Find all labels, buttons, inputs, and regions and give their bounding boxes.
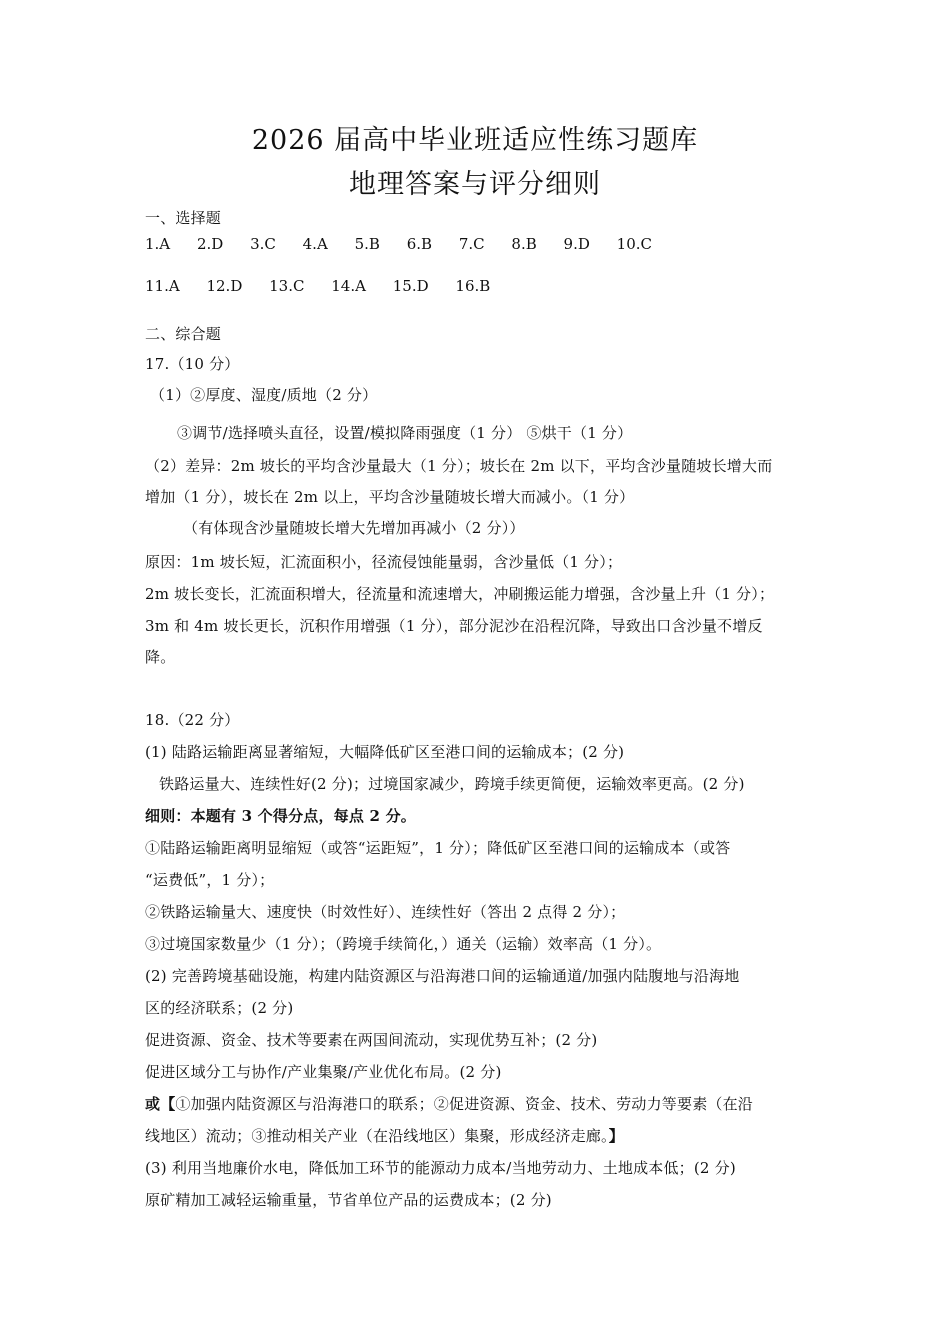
q18-part2-line2: 区的经济联系；(2 分) xyxy=(145,999,294,1017)
q17-part2-line1: （2）差异：2m 坡长的平均含沙量最大（1 分）；坡长在 2m 以下，平均含沙量随坡长增大而 xyxy=(145,457,773,475)
q18-part2-line4: 促进区域分工与协作/产业集聚/产业优化布局。(2 分) xyxy=(145,1063,502,1081)
answer-14: 14.A xyxy=(331,277,366,295)
q18-part2-line3: 促进资源、资金、技术等要素在两国间流动，实现优势互补；(2 分) xyxy=(145,1031,598,1049)
document-title: 2026 届高中毕业班适应性练习题库 xyxy=(251,125,699,156)
answer-8: 8.B xyxy=(511,235,537,253)
q18-detail-line4: ③过境国家数量少（1 分）；（跨境手续简化，）通关（运输）效率高（1 分）。 xyxy=(145,935,662,953)
answer-4: 4.A xyxy=(302,235,328,253)
q18-detail-line3: ②铁路运输量大、速度快（时效性好）、连续性好（答出 2 点得 2 分）； xyxy=(145,903,626,921)
q18-alternative-text1: ①加强内陆资源区与沿海港口的联系；②促进资源、资金、技术、劳动力等要素（在沿 xyxy=(175,1095,754,1113)
q17-part1-line2: ③调节/选择喷头直径，设置/模拟降雨强度（1 分） ⑤烘干（1 分） xyxy=(177,424,633,442)
q17-reason-line4: 降。 xyxy=(145,648,176,666)
section-heading-comprehensive: 二、综合题 xyxy=(145,325,222,343)
q18-part1-line1: (1) 陆路运输距离显著缩短，大幅降低矿区至港口间的运输成本；(2 分) xyxy=(145,743,625,761)
answer-6: 6.B xyxy=(406,235,433,253)
q17-part2-line2: 增加（1 分），坡长在 2m 以上，平均含沙量随坡长增大而减小。（1 分） xyxy=(145,488,635,506)
document-subtitle: 地理答案与评分细则 xyxy=(349,169,601,200)
answer-2: 2.D xyxy=(196,235,224,253)
answer-11: 11.A xyxy=(145,277,180,295)
q18-alternative-prefix: 或【 xyxy=(145,1095,176,1113)
q17-reason-line3: 3m 和 4m 坡长更长，沉积作用增强（1 分），部分泥沙在沿程沉降，导致出口含沙量不增反 xyxy=(145,617,763,635)
q18-alternative-line2 xyxy=(145,1126,624,1146)
q18-part3-line1: (3) 利用当地廉价水电，降低加工环节的能源动力成本/当地劳动力、土地成本低；(2 分) xyxy=(145,1159,736,1177)
q17-reason-line2: 2m 坡长变长，汇流面积增大，径流量和流速增大，冲刷搬运能力增强，含沙量上升（1 分）； xyxy=(145,585,775,603)
q18-alternative-suffix: 】 xyxy=(608,1127,624,1145)
answer-10: 10.C xyxy=(616,235,652,253)
answer-13: 13.C xyxy=(269,277,305,295)
choice-answers-row-2 xyxy=(145,276,512,296)
q17-header: 17.（10 分） xyxy=(145,355,240,373)
answer-16: 16.B xyxy=(455,277,491,295)
q18-detail-line1: ①陆路运输距离明显缩短（或答“运距短”，1 分）；降低矿区至港口间的运输成本（或答 xyxy=(145,839,731,857)
q18-header: 18.（22 分） xyxy=(145,711,240,729)
answer-7: 7.C xyxy=(458,235,485,253)
answer-15: 15.D xyxy=(392,277,429,295)
q17-reason-line1: 原因：1m 坡长短，汇流面积小，径流侵蚀能量弱，含沙量低（1 分）； xyxy=(145,553,623,571)
answer-1: 1.A xyxy=(145,235,171,253)
q17-part1-line1: （1）②厚度、湿度/质地（2 分） xyxy=(150,386,378,404)
q18-scoring-rule: 细则：本题有 3 个得分点，每点 2 分。 xyxy=(145,807,416,825)
answer-12: 12.D xyxy=(206,277,243,295)
q18-part3-line2: 原矿精加工减轻运输重量，节省单位产品的运费成本；(2 分) xyxy=(145,1191,552,1209)
choice-answers-row-1 xyxy=(145,234,674,254)
answer-5: 5.B xyxy=(354,235,380,253)
q18-alternative-text2: 线地区）流动；③推动相关产业（在沿线地区）集聚，形成经济走廊。 xyxy=(145,1127,609,1145)
q18-part2-line1: (2) 完善跨境基础设施，构建内陆资源区与沿海港口间的运输通道/加强内陆腹地与沿海地 xyxy=(145,967,740,985)
answer-9: 9.D xyxy=(563,235,590,253)
q18-alternative-line1 xyxy=(145,1094,753,1114)
q17-part2-note: （有体现含沙量随坡长增大先增加再减小（2 分）） xyxy=(183,519,525,537)
answer-3: 3.C xyxy=(250,235,276,253)
q18-part1-line2: 铁路运量大、连续性好(2 分)；过境国家减少，跨境手续更简便，运输效率更高。(2 分) xyxy=(159,775,745,793)
q18-detail-line2: “运费低”，1 分）； xyxy=(145,871,275,889)
section-heading-choice: 一、选择题 xyxy=(145,209,222,227)
